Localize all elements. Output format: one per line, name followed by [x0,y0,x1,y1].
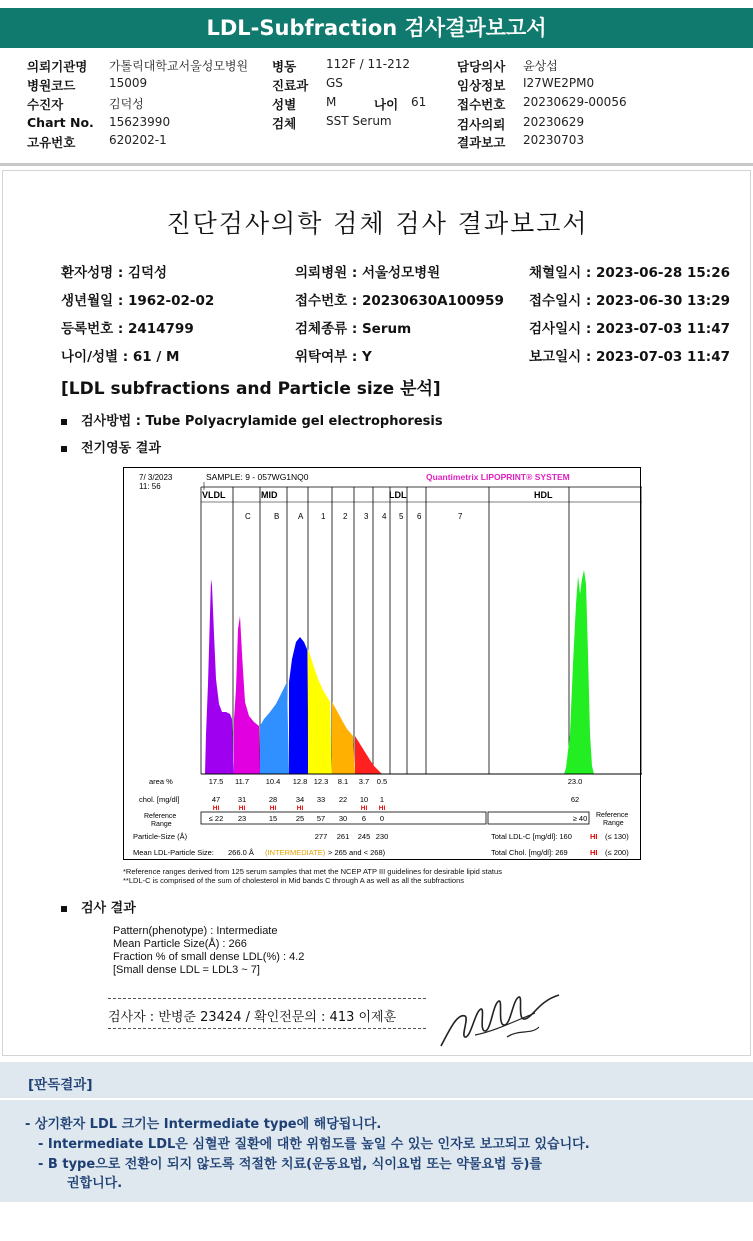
result-summary [113,925,304,977]
result-pattern: Pattern(phenotype) : Intermediate [113,925,278,937]
band-label: 1 [321,512,326,521]
ref-value: 25 [295,814,305,823]
interpretation-line-4: 권합니다. [67,1176,123,1191]
hospital-value: 가톨릭대학교서울성모병원 [109,59,249,73]
footnotes [123,867,502,885]
band-label: 7 [458,512,463,521]
report-label: 결과보고 [457,135,506,150]
band-label: A [298,512,304,521]
clinical-value: I27WE2PM0 [523,76,595,90]
chart-value: 15623990 [109,115,171,129]
peak-ldl2 [332,702,355,774]
total-ldl-ref: (≤ 130) [605,832,629,841]
hospital-label: 의뢰기관명 [27,59,88,74]
sex-label: 성별 [272,97,297,112]
mean-range: > 265 and < 268) [328,848,386,857]
footnote-2: **LDL-C is comprised of the sum of cholesterol in Mid bands C through A as well as all the subfractions [123,876,465,885]
particle-value: 245 [357,832,371,841]
interpretation-body [0,1102,753,1202]
hi-flag: HI [378,805,386,812]
electro-bullet [61,437,161,456]
area-value: 0.5 [376,777,388,786]
band-label: C [245,512,251,521]
receipt-value: 20230629-00056 [523,95,627,109]
area-value: 8.1 [337,777,349,786]
peak-hdl [564,570,594,774]
age-sex: 나이/성별 : 61 / M [61,349,180,365]
specimen-type: 검체종류 : Serum [295,321,412,337]
band-label: 2 [343,512,348,521]
lipoprint-svg [124,468,642,861]
chart-time: 11: 56 [139,482,161,491]
bullet-icon [61,419,67,425]
region-hdl: HDL [534,490,553,500]
particle-value: 230 [375,832,389,841]
chart-label: Chart No. [27,115,94,130]
hi-flag: HI [269,805,277,812]
doctor-value: 윤상섭 [523,59,558,73]
ref-value: 23 [237,814,247,823]
report-time: 보고일시 : 2023-07-03 11:47 [529,349,730,365]
region-mid: MID [261,490,278,500]
ref-value: 57 [316,814,326,823]
bullet-icon [61,446,67,452]
age-value: 61 [411,95,427,109]
chart-system-title: Quantimetrix LIPOPRINT® SYSTEM [426,472,570,482]
sign-line-bottom [108,1028,426,1029]
ref-value: ≤ 22 [208,814,224,823]
request-label: 검사의뢰 [457,117,506,132]
test-time: 검사일시 : 2023-07-03 11:47 [529,321,730,337]
data-rows [133,777,629,857]
chol-value: 31 [237,795,247,804]
footnote-1: *Reference ranges derived from 125 serum samples that met the NCEP ATP III guidelines for desirable lipid status [123,867,502,876]
particle-label: Particle-Size (Å) [133,832,188,841]
method-bullet [61,410,443,429]
code-label: 병원코드 [27,78,76,93]
sex-value: M [326,95,337,109]
band-label: 6 [417,512,422,521]
report-title: LDL-Subfraction 검사결과보고서 [0,8,753,48]
peak-midc [234,616,260,774]
hi-flag: HI [238,805,246,812]
particle-value: 277 [314,832,328,841]
specimen-value: SST Serum [326,114,392,128]
band-label: 5 [399,512,404,521]
region-vldl: VLDL [202,490,226,500]
result-mean-size: Mean Particle Size(Å) : 266 [113,938,247,950]
patient-name: 환자성명 : 김덕성 [61,265,168,281]
report-value: 20230703 [523,133,585,147]
code-value: 15009 [109,76,148,90]
interpretation-line-3: - B type으로 전환이 되지 않도록 적절한 치료(운동요법, 식이요법 또는 약물요법 등)를 [38,1157,543,1172]
consignment: 위탁여부 : Y [295,349,372,365]
area-value: 11.7 [234,777,250,786]
area-value: 12.3 [313,777,329,786]
chol-value: 33 [316,795,326,804]
ward-label: 병동 [272,59,297,74]
collection-time: 채혈일시 : 2023-06-28 15:26 [529,265,730,281]
divider [0,163,753,166]
total-ldl: Total LDL-C [mg/dl]: 160 [491,832,572,841]
chol-value: 10 [359,795,369,804]
chol-value: 34 [295,795,305,804]
unique-value: 620202-1 [109,133,167,147]
ref-value: 6 [361,814,367,823]
result-fraction: Fraction % of small dense LDL(%) : 4.2 [113,951,305,963]
particle-value: 261 [336,832,350,841]
receipt-number: 접수번호 : 20230630A100959 [295,293,504,309]
interpretation-panel [0,1062,753,1202]
peak-vldl [205,579,234,774]
hi-flag: HI [212,805,220,812]
requesting-hospital: 의뢰병원 : 서울성모병원 [295,265,441,281]
ref-label-2: Range [151,821,172,828]
results-bullet [61,897,136,916]
chol-value: 28 [268,795,278,804]
ward-value: 112F / 11-212 [326,57,410,71]
total-ldl-hi: HI [590,832,598,841]
ref-value: ≥ 40 [572,814,588,823]
result-sdldl-def: [Small dense LDL = LDL3 ~ 7] [113,964,260,976]
recipient-value: 김덕성 [109,97,144,111]
ref-value: 0 [379,814,385,823]
peak-mida [289,637,308,774]
area-value: 10.4 [265,777,281,786]
area-value: 17.5 [208,777,224,786]
band-label: B [274,512,280,521]
hi-flag: HI [296,805,304,812]
birth-date: 생년월일 : 1962-02-02 [61,293,215,309]
total-chol-ref: (≤ 200) [605,848,629,857]
interpretation-header [0,1062,753,1100]
recipient-label: 수진자 [27,97,64,112]
mean-class: (INTERMEDIATE) [265,848,326,857]
patient-info [0,52,753,162]
chol-label: chol. [mg/dl] [139,795,180,804]
area-value: 23.0 [567,777,583,786]
peak-ldl3 [355,736,382,774]
total-chol-hi: HI [590,848,598,857]
peaks [205,570,594,774]
dept-value: GS [326,76,343,90]
hi-flag: HI [360,805,368,812]
ref-value: 30 [338,814,348,823]
mean-value: 266.0 Å [228,848,254,857]
dept-label: 진료과 [272,78,309,93]
doc-title: 진단검사의학 검체 검사 결과보고서 [166,209,589,238]
signer-line: 검사자 : 반병준 23424 / 확인전문의 : 413 이제훈 [108,1010,397,1025]
method-text: 검사방법 : Tube Polyacrylamide gel electrophoresis [81,414,443,429]
ref-right-1: Reference [596,812,629,819]
area-label: area % [149,777,173,786]
section-heading: [LDL subfractions and Particle size 분석] [61,379,441,399]
received-time: 접수일시 : 2023-06-30 13:29 [529,293,730,309]
chart-sample: SAMPLE: 9 - 057WG1NQ0 [206,472,309,482]
results-heading: 검사 결과 [81,901,136,916]
signature-icon [435,991,565,1053]
registration-no: 등록번호 : 2414799 [61,321,194,337]
doctor-label: 담당의사 [457,59,506,74]
chart-date: 7/ 3/2023 [139,473,173,482]
ref-right-2: Range [603,820,624,827]
chol-value: 62 [570,795,580,804]
unique-label: 고유번호 [27,135,76,150]
band-label: 3 [364,512,369,521]
bullet-icon [61,906,67,912]
electro-text: 전기영동 결과 [81,441,161,456]
total-chol: Total Chol. [mg/dl]: 269 [491,848,568,857]
band-label: 4 [382,512,387,521]
area-value: 3.7 [358,777,370,786]
sign-line-top [108,998,426,999]
chol-value: 47 [211,795,221,804]
receipt-label: 접수번호 [457,97,506,112]
chol-value: 22 [338,795,348,804]
region-ldl: LDL [389,490,407,500]
clinical-label: 임상정보 [457,78,506,93]
ref-label-1: Reference [144,813,177,820]
specimen-label: 검체 [272,116,297,131]
request-value: 20230629 [523,115,585,129]
peak-midb [260,682,289,774]
chol-value: 1 [379,795,385,804]
interpretation-title: [판독결과] [28,1077,93,1093]
age-label: 나이 [374,97,399,112]
ref-value: 15 [268,814,278,823]
interpretation-line-1: - 상기환자 LDL 크기는 Intermediate type에 해당됩니다. [25,1117,382,1132]
lipoprint-chart [123,467,641,860]
scanned-report [2,170,751,1056]
mean-label: Mean LDL-Particle Size: [133,848,214,857]
interpretation-line-2: - Intermediate LDL은 심혈관 질환에 대한 위험도를 높일 수 있는 인자로 보고되고 있습니다. [38,1137,590,1152]
peak-ldl1 [308,649,332,774]
area-value: 12.8 [292,777,308,786]
